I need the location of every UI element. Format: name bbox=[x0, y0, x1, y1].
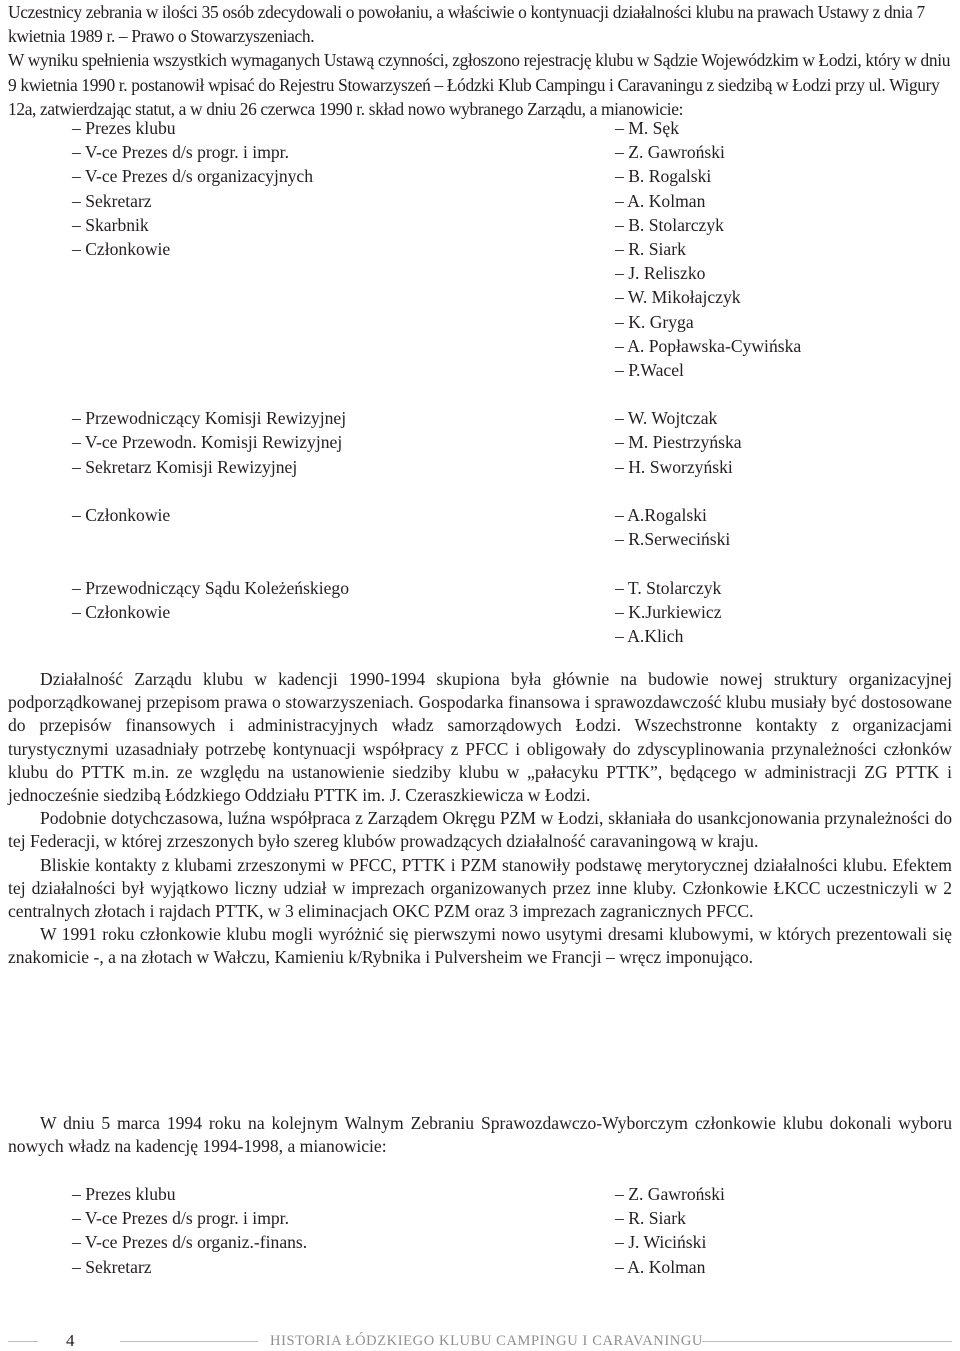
officer-role: – Prezes klubu bbox=[72, 1184, 176, 1204]
officer-role: – V-ce Prezes d/s organizacyjnych bbox=[72, 166, 314, 187]
officer-name: – A. Kolman bbox=[615, 190, 706, 211]
election-1994-paragraph bbox=[8, 1112, 952, 1158]
officer-role: – Prezes klubu bbox=[72, 118, 176, 138]
body-text bbox=[8, 668, 952, 970]
officer-role: – V-ce Prezes d/s progr. i impr. bbox=[72, 1208, 289, 1229]
officer-name: – T. Stolarczyk bbox=[615, 577, 722, 598]
officer-row bbox=[0, 600, 960, 624]
officer-name: – W. Mikołajczyk bbox=[615, 287, 741, 308]
officer-name: – M. Piestrzyńska bbox=[615, 432, 742, 453]
officer-name: – A. Kolman bbox=[615, 1256, 706, 1277]
officer-row bbox=[0, 624, 960, 648]
intro-text bbox=[8, 0, 952, 121]
officer-row bbox=[0, 576, 960, 600]
officer-row bbox=[0, 213, 960, 237]
officer-row bbox=[0, 140, 960, 164]
officer-name: – Z. Gawroński bbox=[615, 1184, 725, 1204]
officer-name: – R.Serweciński bbox=[615, 529, 731, 550]
officer-row bbox=[0, 1230, 960, 1254]
officer-row bbox=[0, 1255, 960, 1279]
officer-row bbox=[0, 237, 960, 261]
body-paragraph: Bliskie kontakty z klubami zrzeszonymi w PFCC, PTTK i PZM stanowiły podstawę merytorycznej działalności klubu. Efektem tej działalności był wyjątkowo liczny udział w imprezach organizowanych przez inne kluby. Członkowie ŁKCC uczestniczyli w 2 centralnych złotach i rajdach PTTK, w 3 eliminacjach OKC PZM oraz 3 imprezach zagranicznych PFCC. bbox=[8, 854, 952, 922]
officer-name: – A.Klich bbox=[615, 625, 684, 646]
officer-role: – Sekretarz bbox=[72, 190, 152, 211]
officer-row bbox=[0, 551, 960, 575]
footer-rule bbox=[8, 1341, 38, 1342]
officer-row bbox=[0, 479, 960, 503]
body-paragraph: W 1991 roku członkowie klubu mogli wyróżnić się pierwszymi nowo usytymi dresami klubowymi, w których prezentowali się znakomicie -, a na złotach w Wałczu, Kamieniu k/Rybnika i Pulversheim we Francji – wręcz imponująco. bbox=[8, 924, 952, 968]
officer-name: – Z. Gawroński bbox=[615, 142, 725, 163]
officer-row bbox=[0, 1182, 960, 1206]
officer-role: – Sekretarz Komisji Rewizyjnej bbox=[72, 456, 298, 477]
officer-name: – B. Stolarczyk bbox=[615, 214, 724, 235]
officer-row bbox=[0, 527, 960, 551]
officer-row bbox=[0, 189, 960, 213]
board-1990-list bbox=[0, 116, 960, 648]
footer-rule bbox=[120, 1341, 258, 1342]
officer-name: – P.Wacel bbox=[615, 359, 684, 380]
intro-paragraph: Uczestnicy zebrania w ilości 35 osób zdecydowali o powołaniu, a właściwie o kontynuacji działalności klubu na prawach Ustawy z dnia 7 kwietnia 1989 r. – Prawo o Stowarzyszeniach. bbox=[8, 2, 925, 47]
officer-name: – W. Wojtczak bbox=[615, 408, 718, 429]
officer-name: – H. Sworzyński bbox=[615, 456, 733, 477]
board-1994-list bbox=[0, 1182, 960, 1279]
officer-role: – Członkowie bbox=[72, 238, 171, 259]
officer-name: – M. Sęk bbox=[615, 118, 680, 138]
officer-name: – K.Jurkiewicz bbox=[615, 601, 722, 622]
running-head: HISTORIA ŁÓDZKIEGO KLUBU CAMPINGU I CARAVANINGU bbox=[270, 1333, 704, 1349]
officer-row bbox=[0, 406, 960, 430]
officer-row bbox=[0, 285, 960, 309]
officer-row bbox=[0, 116, 960, 140]
officer-row bbox=[0, 261, 960, 285]
body-paragraph: W dniu 5 marca 1994 roku na kolejnym Walnym Zebraniu Sprawozdawczo-Wyborczym członkowie klubu dokonali wyboru nowych władz na kadencję 1994-1998, a mianowicie: bbox=[8, 1113, 952, 1157]
officer-row bbox=[0, 455, 960, 479]
officer-name: – R. Siark bbox=[615, 238, 686, 259]
officer-row bbox=[0, 382, 960, 406]
officer-name: – J. Reliszko bbox=[615, 263, 706, 284]
officer-name: – A. Popławska-Cywińska bbox=[615, 335, 802, 356]
officer-name: – R. Siark bbox=[615, 1208, 686, 1229]
officer-role: – V-ce Prezes d/s progr. i impr. bbox=[72, 142, 289, 163]
officer-row bbox=[0, 430, 960, 454]
officer-role: – Sekretarz bbox=[72, 1256, 152, 1277]
body-paragraph: Podobnie dotychczasowa, luźna współpraca z Zarządem Okręgu PZM w Łodzi, skłaniała do usankcjonowania przynależności do tej Federacji, w której zrzeszonych było szereg klubów prowadzących działalność caravaningową w kraju. bbox=[8, 808, 952, 852]
officer-role: – Przewodniczący Komisji Rewizyjnej bbox=[72, 408, 347, 429]
officer-name: – K. Gryga bbox=[615, 311, 694, 332]
officer-row bbox=[0, 1206, 960, 1230]
body-paragraph: Działalność Zarządu klubu w kadencji 1990-1994 skupiona była głównie na budowie nowej struktury organizacyjnej podporządkowanej przepisom prawa o stowarzyszeniach. Gospodarka finansowa i sprawozdawczość klubu musiały być dostosowane do przepisów finansowych i administracyjnych władz samorządowych Łodzi. Wszechstronne kontakty z organizacjami turystycznymi uzasadniały potrzebę kontynuacji współpracy z PFCC i obligowały do zdyscyplinowania przynależności członków klubu do PTTK m.in. ze względu na ustanowienie siedziby klubu w „pałacyku PTTK”, będącego w administracji ZG PTTK i jednocześnie siedzibą Łódzkiego Oddziału PTTK im. J. Czeraszkiewicza w Łodzi. bbox=[8, 669, 952, 806]
officer-row bbox=[0, 358, 960, 382]
footer-rule bbox=[702, 1341, 952, 1342]
intro-paragraph: W wyniku spełnienia wszystkich wymaganych Ustawą czynności, zgłoszono rejestrację klubu w Sądzie Wojewódzkim w Łodzi, który w dniu 9 kwietnia 1990 r. postanowił wpisać do Rejestru Stowarzyszeń – Łódzki Klub Campingu i Caravaningu z siedzibą w Łodzi przy ul. Wigury 12a, zatwierdzając statut, a w dniu 26 czerwca 1990 r. skład nowo wybranego Zarządu, a mianowicie: bbox=[8, 50, 951, 119]
officer-role: – Przewodniczący Sądu Koleżeńskiego bbox=[72, 577, 350, 598]
page-number: 4 bbox=[66, 1331, 75, 1350]
officer-name: – J. Wiciński bbox=[615, 1232, 707, 1253]
officer-role: – Skarbnik bbox=[72, 214, 149, 235]
officer-role: – Członkowie bbox=[72, 505, 171, 525]
officer-name: – A.Rogalski bbox=[615, 505, 707, 525]
officer-role: – Członkowie bbox=[72, 601, 171, 622]
officer-row bbox=[0, 164, 960, 188]
officer-name: – B. Rogalski bbox=[615, 166, 712, 187]
officer-row bbox=[0, 503, 960, 527]
officer-role: – V-ce Przewodn. Komisji Rewizyjnej bbox=[72, 432, 343, 453]
officer-role: – V-ce Prezes d/s organiz.-finans. bbox=[72, 1232, 308, 1253]
officer-row bbox=[0, 334, 960, 358]
officer-row bbox=[0, 310, 960, 334]
